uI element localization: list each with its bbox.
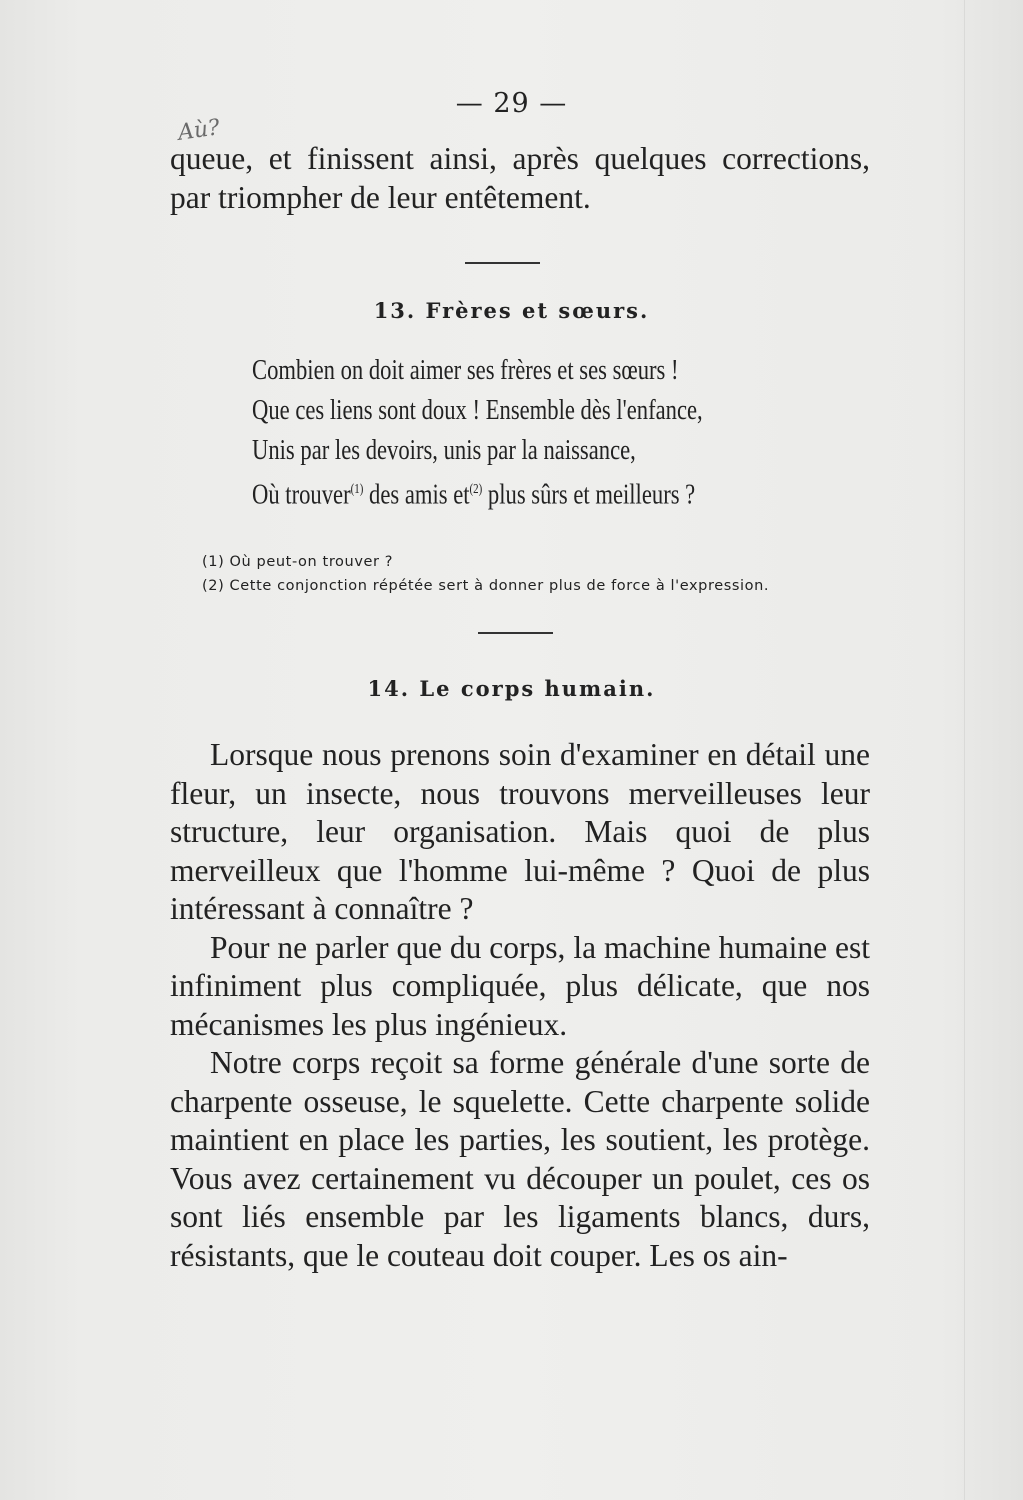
poem-line: Unis par les devoirs, unis par la naissance, — [252, 434, 636, 466]
footnote-1: (1) Où peut-on trouver ? — [202, 554, 394, 570]
poem-text: Où trouver — [252, 478, 351, 511]
poem-line: Que ces liens sont doux ! Ensemble dès l'enfance, — [252, 394, 703, 426]
section-divider — [478, 632, 553, 634]
poem — [0, 350, 1023, 515]
section-13-heading: 13. Frères et sœurs. — [373, 298, 650, 323]
footnotes — [202, 550, 769, 598]
poem-text: plus sûrs et meilleurs ? — [482, 478, 696, 511]
page-fold-shadow — [964, 0, 965, 1500]
section-divider — [465, 262, 540, 264]
poem-text: des amis et — [363, 478, 470, 511]
handwritten-annotation: Aù? — [176, 115, 222, 146]
page-number: — 29 — — [455, 88, 568, 119]
paragraph: Notre corps reçoit sa forme générale d'une sorte de charpente osseuse, le squelette. Cette charpente solide maintient en place les parties, les soutient, les protège. Vous avez certainement vu découper un poulet, ces os sont liés ensemble par les ligaments blancs, durs, résistants, que le couteau doit couper. Les os ain- — [170, 1045, 870, 1273]
footnote-marker: (1) — [350, 482, 364, 497]
footnote-2: (2) Cette conjonction répétée sert à donner plus de force à l'expression. — [202, 578, 770, 594]
continued-paragraph — [170, 140, 870, 217]
section-14-body — [170, 736, 870, 1275]
paragraph: Pour ne parler que du corps, la machine humaine est infiniment plus compliquée, plus délicate, que nos mécanismes les plus ingénieux. — [170, 929, 870, 1042]
poem-line — [252, 470, 1023, 515]
section-14-heading: 14. Le corps humain. — [367, 676, 656, 701]
paragraph: Lorsque nous prenons soin d'examiner en détail une fleur, un insecte, nous trouvons merveilleuses leur structure, leur organisation. Mais quoi de plus merveilleux que l'homme lui-même ? Quoi de plus intéressant à connaître ? — [170, 737, 870, 926]
poem-line: Combien on doit aimer ses frères et ses sœurs ! — [252, 354, 679, 386]
continued-text: queue, et finissent ainsi, après quelques corrections, par triompher de leur entêtement. — [170, 141, 870, 215]
footnote-marker: (2) — [469, 482, 483, 497]
